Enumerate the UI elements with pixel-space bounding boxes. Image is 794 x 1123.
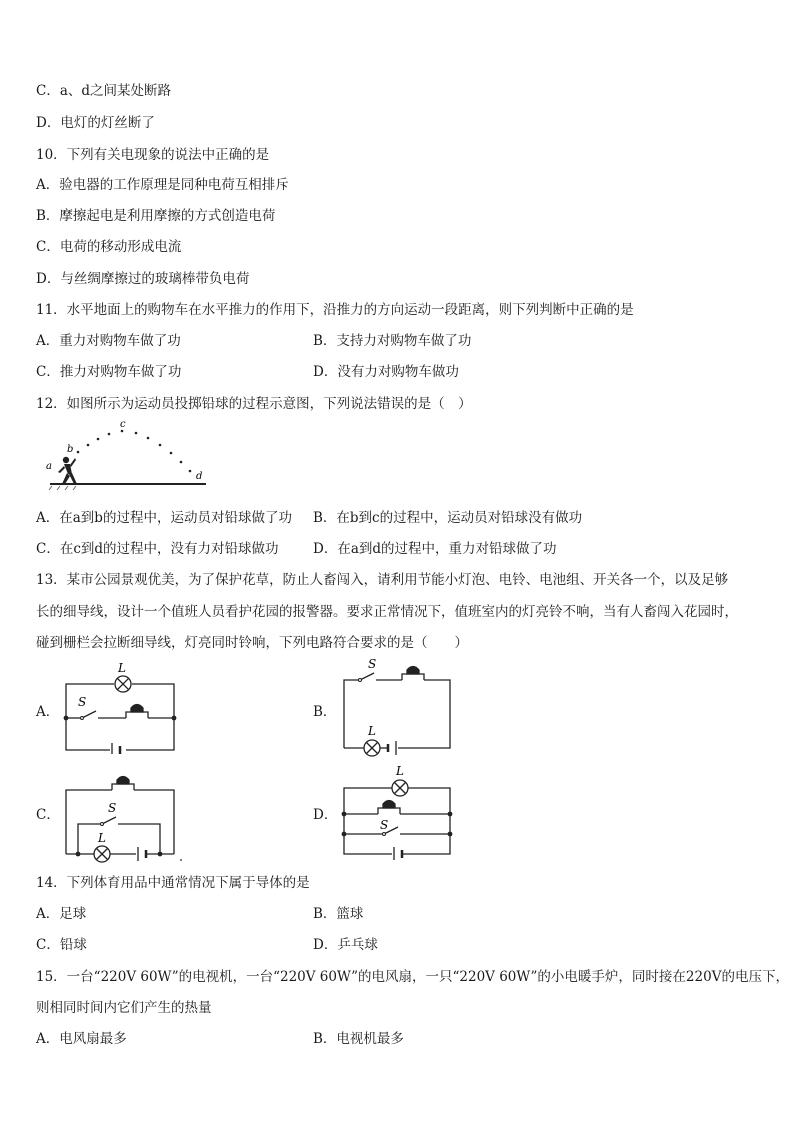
point-b-label: b bbox=[67, 444, 74, 455]
q14-option-c: C．铅球 bbox=[36, 937, 87, 953]
q11-option-c: C．推力对购物车做了功 bbox=[36, 364, 182, 380]
circuit-b-diagram bbox=[336, 658, 456, 758]
q11-option-b: B．支持力对购物车做了功 bbox=[313, 333, 472, 349]
q13-option-b-label: B． bbox=[313, 704, 337, 720]
circuit-b-lamp-label: L bbox=[368, 724, 376, 738]
q13-stem-line2: 长的细导线，设计一个值班人员看护花园的报警器。要求正常情况下，值班室内的灯亮铃不响，当有人畜闯入花园时， bbox=[36, 604, 738, 620]
q13-option-d-label: D． bbox=[313, 807, 338, 823]
circuit-d-diagram bbox=[336, 762, 458, 860]
q11-option-a: A．重力对购物车做了功 bbox=[36, 333, 181, 349]
circuit-a-diagram bbox=[60, 662, 180, 754]
q15-option-a: A．电风扇最多 bbox=[36, 1031, 127, 1047]
q10-option-a: A．验电器的工作原理是同种电荷互相排斥 bbox=[36, 177, 289, 193]
point-d-label: d bbox=[196, 471, 203, 482]
circuit-a-switch-label: S bbox=[78, 695, 87, 709]
q10-stem: 10．下列有关电现象的说法中正确的是 bbox=[36, 147, 270, 163]
q13-option-c-label: C． bbox=[36, 807, 60, 823]
q14-option-b: B．篮球 bbox=[313, 906, 364, 922]
trajectory-dots bbox=[77, 430, 192, 473]
q14-option-a: A．足球 bbox=[36, 906, 87, 922]
point-a-label: a bbox=[46, 461, 52, 472]
q12-option-d: D．在a到d的过程中，重力对铅球做了功 bbox=[313, 541, 557, 557]
q11-stem: 11．水平地面上的购物车在水平推力的作用下，沿推力的方向运动一段距离，则下列判断中正确的是 bbox=[36, 302, 634, 318]
point-c-label: c bbox=[120, 420, 126, 430]
q15-option-b: B．电视机最多 bbox=[313, 1031, 404, 1047]
q12-stem: 12．如图所示为运动员投掷铅球的过程示意图，下列说法错误的是（ ） bbox=[36, 396, 472, 412]
q10-option-b: B．摩擦起电是利用摩擦的方式创造电荷 bbox=[36, 208, 276, 224]
q12-option-b: B．在b到c的过程中，运动员对铅球没有做功 bbox=[313, 510, 583, 526]
q9-option-c: C．a、d之间某处断路 bbox=[36, 83, 172, 99]
circuit-a-lamp-label: L bbox=[118, 662, 126, 675]
q13-stem-line3: 碰到栅栏会拉断细导线，灯亮同时铃响，下列电路符合要求的是（ ） bbox=[36, 635, 468, 651]
q9-option-d: D．电灯的灯丝断了 bbox=[36, 115, 155, 131]
q10-option-c: C．电荷的移动形成电流 bbox=[36, 239, 182, 255]
q14-option-d: D．乒乓球 bbox=[313, 937, 378, 953]
q15-stem-line1: 15．一台“220V 60W”的电视机，一台“220V 60W”的电风扇，一只“220V 60W”的小电暖手炉，同时接在220V的电压下， bbox=[36, 969, 789, 985]
q12-option-c: C．在c到d的过程中，没有力对铅球做功 bbox=[36, 541, 279, 557]
circuit-d-lamp-label: L bbox=[396, 764, 404, 778]
circuit-c-switch-label: S bbox=[108, 801, 117, 815]
circuit-c-diagram bbox=[60, 768, 186, 864]
q13-option-a-label: A． bbox=[36, 704, 60, 720]
q12-option-a: A．在a到b的过程中，运动员对铅球做了功 bbox=[36, 510, 292, 526]
circuit-d-switch-label: S bbox=[380, 818, 389, 832]
circuit-b-switch-label: S bbox=[368, 658, 377, 671]
circuit-c-lamp-label: L bbox=[98, 831, 106, 845]
shot-put-diagram bbox=[40, 420, 220, 492]
q15-stem-line2: 则相同时间内它们产生的热量 bbox=[36, 1000, 212, 1016]
q13-stem-line1: 13．某市公园景观优美，为了保护花草，防止人畜闯入，请利用节能小灯泡、电铃、电池组、开关各一个，以及足够 bbox=[36, 572, 729, 588]
q14-stem: 14．下列体育用品中通常情况下属于导体的是 bbox=[36, 875, 310, 891]
q11-option-d: D．没有力对购物车做功 bbox=[313, 364, 459, 380]
q10-option-d: D．与丝绸摩擦过的玻璃棒带负电荷 bbox=[36, 271, 250, 287]
